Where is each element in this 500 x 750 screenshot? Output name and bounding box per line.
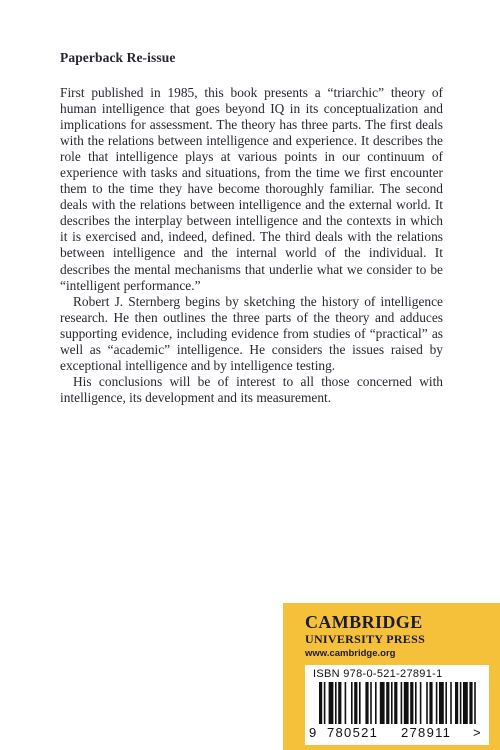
blurb-paragraph-2: Robert J. Sternberg begins by sketching the history of intelligence research. He then outlines the three parts of the theory and adduces supporting evidence, including evidence from studies of “practical” as well as “academic” intelligence. He considers the issues raised by exceptional intelligence and by intelligence testing.: [60, 293, 443, 373]
blurb-text: [60, 85, 443, 406]
publisher-panel: [283, 603, 500, 750]
barcode-lead-digit: 9: [309, 725, 318, 740]
barcode-box: [305, 665, 489, 745]
barcode-end-mark: >: [473, 725, 482, 740]
barcode-left-group: 780521: [327, 725, 379, 740]
blurb-paragraph-1: First published in 1985, this book presents a “triarchic” theory of human intelligence that goes beyond IQ in its conceptualization and implications for assessment. The theory has three parts. The first deals with the relations between intelligence and experience. It describes the role that intelligence plays at various points in our continuum of experience with tasks and situations, from the time we first encounter them to the time they have become thoroughly familiar. The second deals with the relations between intelligence and the external world. It describes the interplay between intelligence and the contexts in which it is exercised and, indeed, defined. The third deals with the relations between intelligence and the internal world of the individual. It describes the mental mechanisms that underlie what we consider to be “intelligent performance.”: [60, 85, 443, 293]
publisher-url: www.cambridge.org: [305, 648, 396, 659]
publisher-press-text: UNIVERSITY PRESS: [305, 632, 426, 646]
publisher-logo-text: CAMBRIDGE: [305, 612, 423, 632]
cover-heading: Paperback Re-issue: [60, 50, 176, 65]
isbn-label: ISBN 978-0-521-27891-1: [313, 668, 443, 680]
barcode-icon: [305, 682, 489, 726]
blurb-paragraph-3: His conclusions will be of interest to all those concerned with intelligence, its development and its measurement.: [60, 373, 443, 405]
barcode-right-group: 278911: [401, 725, 452, 740]
